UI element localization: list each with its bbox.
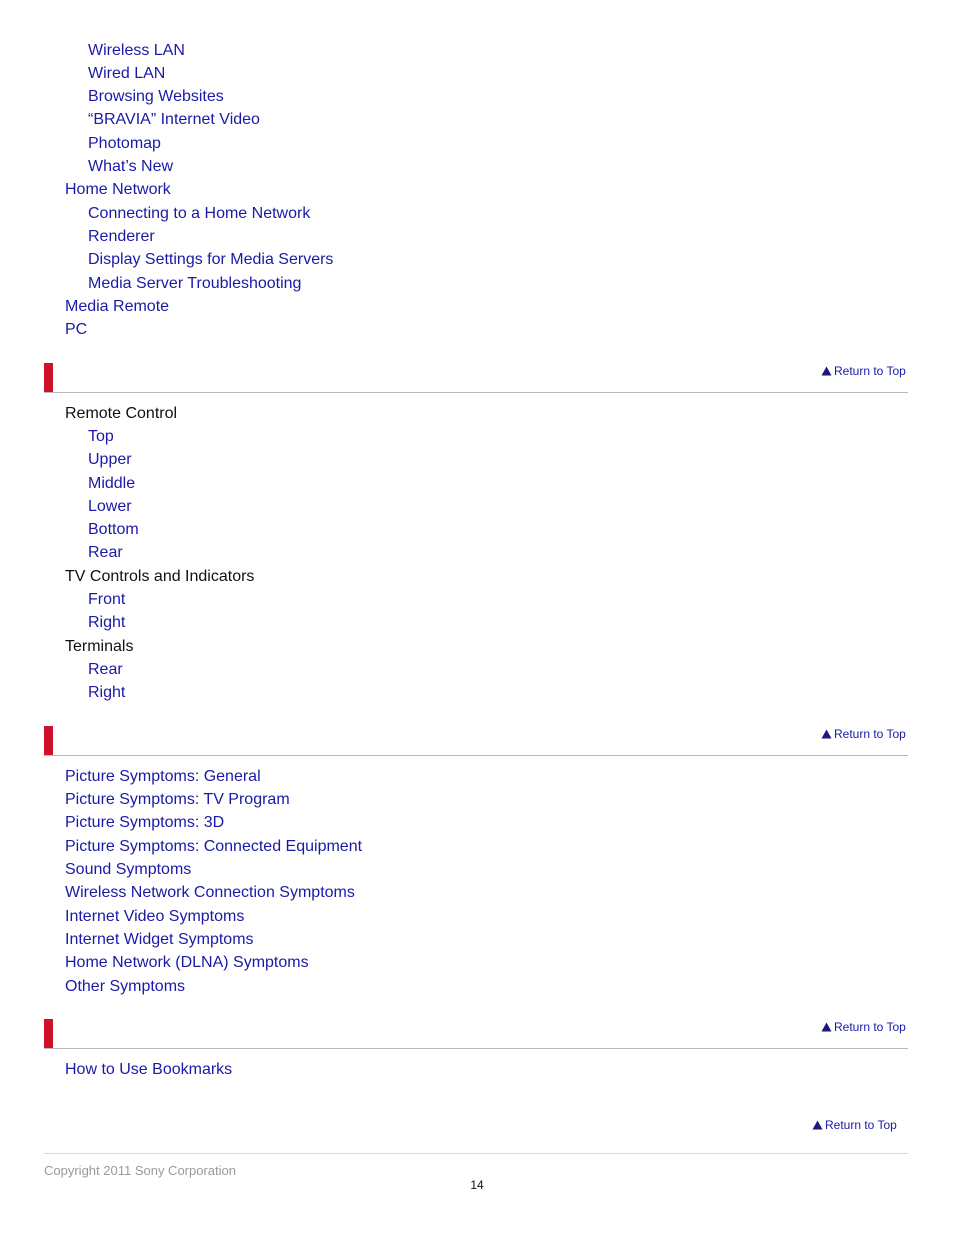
- triangle-up-icon: [812, 1120, 823, 1130]
- link-display-settings-media-servers[interactable]: Display Settings for Media Servers: [88, 251, 334, 268]
- return-to-top-label: Return to Top: [834, 1020, 906, 1034]
- link-top[interactable]: Top: [88, 428, 114, 445]
- link-upper[interactable]: Upper: [88, 451, 132, 468]
- section-marker-bar: [44, 1019, 53, 1048]
- section-divider: [44, 392, 908, 393]
- section-divider: [44, 1048, 908, 1049]
- link-connecting-home-network[interactable]: Connecting to a Home Network: [88, 205, 311, 222]
- return-to-top-link[interactable]: [821, 727, 906, 741]
- link-other-symptoms[interactable]: Other Symptoms: [65, 978, 186, 995]
- link-pc[interactable]: PC: [65, 321, 88, 338]
- link-media-remote[interactable]: Media Remote: [65, 298, 170, 315]
- link-renderer[interactable]: Renderer: [88, 228, 155, 245]
- link-wired-lan[interactable]: Wired LAN: [88, 65, 166, 82]
- link-right[interactable]: Right: [88, 614, 126, 631]
- heading-tv-controls: TV Controls and Indicators: [65, 568, 255, 585]
- link-media-server-troubleshooting[interactable]: Media Server Troubleshooting: [88, 275, 302, 292]
- return-to-top-link[interactable]: [812, 1118, 897, 1132]
- return-to-top-link[interactable]: [821, 1020, 906, 1034]
- link-middle[interactable]: Middle: [88, 475, 136, 492]
- link-picture-tv-program[interactable]: Picture Symptoms: TV Program: [65, 791, 290, 808]
- link-picture-general[interactable]: Picture Symptoms: General: [65, 768, 261, 785]
- triangle-up-icon: [821, 1022, 832, 1032]
- link-browsing-websites[interactable]: Browsing Websites: [88, 88, 224, 105]
- page-number: 14: [470, 1178, 484, 1192]
- link-wireless-network-symptoms[interactable]: Wireless Network Connection Symptoms: [65, 884, 355, 901]
- link-picture-connected-equipment[interactable]: Picture Symptoms: Connected Equipment: [65, 838, 363, 855]
- section-marker-bar: [44, 363, 53, 392]
- link-rear[interactable]: Rear: [88, 544, 123, 561]
- footer-divider: [44, 1153, 908, 1154]
- link-photomap[interactable]: Photomap: [88, 135, 161, 152]
- link-internet-widget-symptoms[interactable]: Internet Widget Symptoms: [65, 931, 254, 948]
- link-front[interactable]: Front: [88, 591, 126, 608]
- link-terminals-rear[interactable]: Rear: [88, 661, 123, 678]
- link-whats-new[interactable]: What’s New: [88, 158, 174, 175]
- copyright-text: Copyright 2011 Sony Corporation: [44, 1163, 236, 1178]
- link-picture-3d[interactable]: Picture Symptoms: 3D: [65, 814, 225, 831]
- section-divider: [44, 755, 908, 756]
- triangle-up-icon: [821, 366, 832, 376]
- link-home-network-dlna-symptoms[interactable]: Home Network (DLNA) Symptoms: [65, 954, 309, 971]
- link-terminals-right[interactable]: Right: [88, 684, 126, 701]
- return-to-top-label: Return to Top: [834, 727, 906, 741]
- triangle-up-icon: [821, 729, 832, 739]
- link-how-to-use-bookmarks[interactable]: How to Use Bookmarks: [65, 1061, 233, 1078]
- link-sound-symptoms[interactable]: Sound Symptoms: [65, 861, 192, 878]
- heading-remote-control: Remote Control: [65, 405, 178, 422]
- return-to-top-label: Return to Top: [834, 364, 906, 378]
- return-to-top-link[interactable]: [821, 364, 906, 378]
- link-lower[interactable]: Lower: [88, 498, 132, 515]
- section-marker-bar: [44, 726, 53, 755]
- heading-terminals: Terminals: [65, 638, 134, 655]
- link-wireless-lan[interactable]: Wireless LAN: [88, 42, 185, 59]
- link-internet-video-symptoms[interactable]: Internet Video Symptoms: [65, 908, 245, 925]
- link-home-network[interactable]: Home Network: [65, 181, 171, 198]
- link-bottom[interactable]: Bottom: [88, 521, 139, 538]
- link-bravia-internet-video[interactable]: “BRAVIA” Internet Video: [88, 111, 260, 128]
- return-to-top-label: Return to Top: [825, 1118, 897, 1132]
